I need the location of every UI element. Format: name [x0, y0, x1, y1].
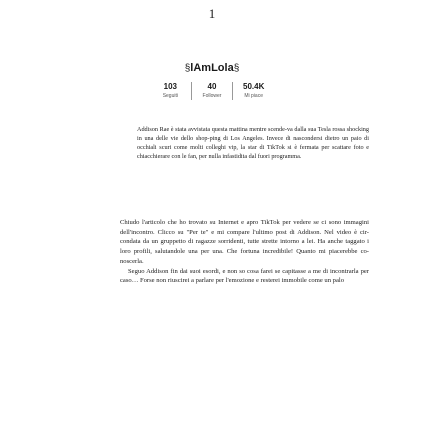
stat-followers — [191, 82, 233, 100]
profile-handle — [0, 62, 424, 74]
stat-value: 40 — [207, 82, 217, 91]
news-caption: Addison Rae è stata avvistata questa mattina mentre scende-va dalla sua Tesla rossa shocking in una delle vie dello shop-ping di Los Angeles. Invece di nascondersi dietro un paio di occhiali scuri come molti colleghi vip, la star di TikTok si è fermata per scattare foto e chiacchierare con le fan, per nulla infastidita dal fuori programma. — [137, 126, 369, 160]
profile-handle-text: lAmLola — [190, 62, 234, 74]
profile-stats — [150, 82, 274, 100]
stat-label: Mi piace — [244, 93, 263, 99]
stat-likes — [232, 82, 274, 100]
page-number: 1 — [208, 6, 216, 21]
stat-label: Follower — [202, 93, 222, 99]
stat-value: 103 — [163, 82, 178, 91]
body-paragraph: Chiudo l'articolo che ho trovato su Internet e apro TikTok per vedere se ci sono immagini dell'incontro. Clicco su "Per te" e mi compare l'ultimo post di Addison. Nel video è cir-condata da un gruppetto di ragazze sorridenti, tutte strette intorno a lei. Ha anche taggato i loro profili, salutandole una per una. Che fortuna incredibile! Quanto mi piacerebbe co-noscerla. — [120, 219, 369, 265]
stat-value: 50.4K — [243, 82, 265, 91]
ornament-right-icon: § — [233, 63, 240, 74]
body-text — [120, 218, 369, 286]
body-paragraph: Seguo Addison fin dai suoi esordi, e non so cosa farei se capitasse a me di incontrarla per caso… Forse non riuscirei a parlare per l'emozione e resterei immobile come un palo — [120, 267, 369, 285]
stat-label: Seguiti — [162, 93, 178, 99]
stat-following — [150, 82, 191, 100]
ornament-left-icon: § — [184, 63, 191, 74]
